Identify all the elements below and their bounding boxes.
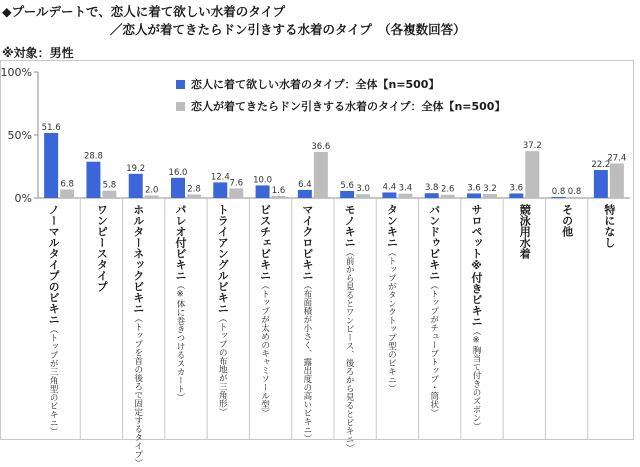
category-label-sub: （トップがタンクトップ型のビキニ） <box>386 248 397 393</box>
data-label-series2: 27.4 <box>607 153 627 164</box>
bar-series2 <box>187 194 201 198</box>
bar-series1 <box>340 191 354 198</box>
category-label-sub: （前から見るとワンピース、後ろから見るとビキニ） <box>344 248 355 452</box>
bar-series1 <box>509 193 523 198</box>
category-label-main: ビスチェビキニ <box>258 204 272 281</box>
category-label-main: マイクロビキニ <box>300 204 314 281</box>
data-label-series2: 1.6 <box>271 185 286 196</box>
bar-series2 <box>398 194 412 198</box>
data-label-series1: 22.2 <box>591 160 611 171</box>
category-label <box>385 204 397 393</box>
category-label <box>216 204 228 416</box>
category-label <box>259 204 271 417</box>
data-label-series1: 12.4 <box>210 172 230 183</box>
bar-series1 <box>594 170 608 198</box>
category-label-main: タンキニ <box>385 204 399 248</box>
data-label-series1: 3.8 <box>424 183 439 194</box>
category-label-main: サロペット※付きビキニ <box>470 204 483 327</box>
category-label-main: バンドゥビキニ <box>427 204 441 281</box>
bar-series1 <box>129 174 143 198</box>
bar-series1 <box>467 193 481 198</box>
category-label <box>95 204 107 292</box>
category-label <box>174 204 186 402</box>
category-label-main: その他 <box>560 204 574 237</box>
bar-series2 <box>102 191 116 198</box>
data-label-series2: 5.8 <box>102 180 117 191</box>
data-label-series2: 2.6 <box>440 184 455 195</box>
bar-series1 <box>382 192 396 198</box>
data-label-series2: 2.8 <box>187 184 201 195</box>
data-label-series2: 36.6 <box>311 141 331 152</box>
bar-series1 <box>425 193 439 198</box>
bar-series1 <box>44 133 58 198</box>
category-label <box>428 204 440 417</box>
data-label-series1: 4.4 <box>382 182 397 193</box>
respondent-target: ※対象：男性 <box>2 46 74 60</box>
bar-series1 <box>298 190 312 198</box>
category-label-sub: （トップを首の後ろで固定するタイプ） <box>132 314 143 467</box>
data-label-series1: 28.8 <box>83 151 103 162</box>
y-tick-label: 100% <box>0 66 32 79</box>
data-label-series1: 51.6 <box>41 122 61 133</box>
category-label-main: 特になし <box>602 204 616 248</box>
category-label-sub: （布面積が小さく、露出度の高いビキニ） <box>301 281 312 443</box>
category-label <box>300 204 314 443</box>
category-label-main: モノキニ <box>343 204 357 248</box>
bar-series2 <box>441 195 455 198</box>
data-label-series1: 5.6 <box>340 180 354 191</box>
category-label <box>470 204 482 431</box>
category-label-main: トライアングルビキニ <box>216 204 230 314</box>
category-label <box>131 204 145 467</box>
bar-series2 <box>356 194 370 198</box>
data-label-series1: 10.0 <box>253 175 273 186</box>
category-label-sub: （トップがチューブトップ・筒状） <box>428 281 439 417</box>
data-label-series1: 3.6 <box>509 183 524 194</box>
data-label-series1: 19.2 <box>126 163 146 174</box>
data-label-series2: 3.2 <box>483 183 497 194</box>
category-label <box>343 204 357 452</box>
category-label <box>561 204 573 237</box>
category-label-sub: （※胸当て付きのズボン） <box>471 327 481 431</box>
bar-series2 <box>483 194 497 198</box>
data-label-series2: 7.6 <box>229 178 244 189</box>
data-label-series2: 37.2 <box>522 141 542 152</box>
bar-series2 <box>610 163 624 198</box>
data-label-series2: 3.0 <box>356 184 370 195</box>
bar-series2 <box>272 196 286 198</box>
category-label-sub: （※体に巻きつけるスカート） <box>175 281 185 402</box>
category-label-main: ワンピースタイプ <box>95 204 109 292</box>
category-label-sub: （トップの布地が三角形） <box>217 314 228 416</box>
bar-series1 <box>256 185 270 198</box>
category-label-main: 競泳用水着 <box>518 204 532 259</box>
data-label-series1: 3.6 <box>467 183 481 194</box>
bar-series1 <box>552 197 566 198</box>
category-label <box>603 204 615 248</box>
bar-series1 <box>171 178 185 198</box>
legend-label-series1: 恋人に着て欲しい水着のタイプ：全体【n=500】 <box>191 78 440 91</box>
data-label-series2: 0.8 <box>567 186 582 197</box>
data-label-series2: 3.4 <box>398 183 413 194</box>
category-label-sub: （トップが太めのキャミソール型） <box>259 281 270 417</box>
bar-series2 <box>229 188 243 198</box>
bar-series1 <box>86 162 100 198</box>
data-label-series2: 6.8 <box>60 179 74 190</box>
y-tick-label: 0% <box>14 192 32 205</box>
bar-series2 <box>568 197 582 198</box>
bar-series2 <box>525 151 539 198</box>
category-label-main: ホルターネックビキニ <box>131 204 145 314</box>
bar-series2 <box>145 195 159 198</box>
y-tick-label: 50% <box>7 129 32 142</box>
data-label-series1: 16.0 <box>168 167 188 178</box>
legend-label-series2: 恋人が着てきたらドン引きする水着のタイプ：全体【n=500】 <box>191 100 506 113</box>
category-label-main: パレオ付ビキニ <box>174 204 187 281</box>
data-label-series2: 2.0 <box>144 185 159 196</box>
category-label-main: ノーマルタイプのビキニ <box>47 204 61 325</box>
data-label-series1: 6.4 <box>298 179 312 190</box>
chart-title-line1: ◆プールデートで、恋人に着て欲しい水着のタイプ <box>2 4 286 19</box>
data-label-series1: 0.8 <box>551 186 566 197</box>
category-label <box>518 204 530 259</box>
bar-series2 <box>314 152 328 198</box>
category-label-sub: （トップが三角型のビキニ） <box>48 325 59 436</box>
bar-series2 <box>60 189 74 198</box>
bar-series1 <box>213 182 227 198</box>
category-label <box>47 204 59 436</box>
chart-title-line2: ／恋人が着てきたらドン引きする水着のタイプ （各複数回答） <box>110 22 466 37</box>
